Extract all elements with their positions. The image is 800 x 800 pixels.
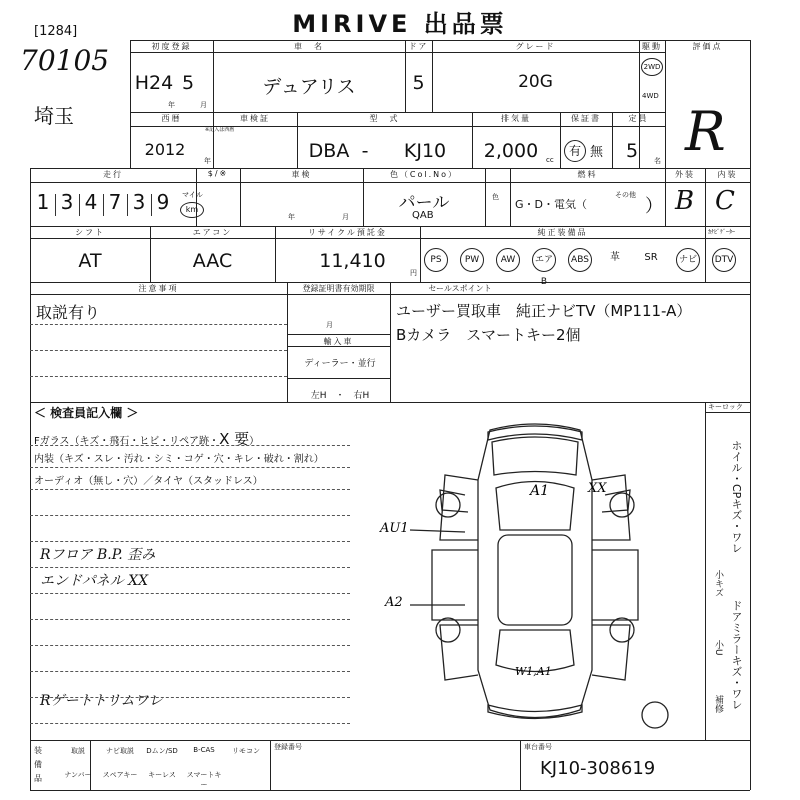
inspection-cert-sub: ※記入は西暦 <box>205 127 235 133</box>
shift-label: シフト <box>75 228 105 237</box>
shaken-year-label: 年 <box>288 213 295 221</box>
mileage-digit: 4 <box>84 190 98 214</box>
exterior-label: 外装 <box>675 170 695 179</box>
mileage-digit: 9 <box>156 190 170 214</box>
interior-value: C <box>715 186 735 216</box>
type-prefix: DBA <box>308 140 350 162</box>
displacement-label: 排気量 <box>501 114 531 123</box>
shift-value: AT <box>78 250 102 272</box>
aircon-value: AAC <box>192 250 233 272</box>
warranty-yes: 有 <box>564 140 586 162</box>
diagram-label-a1: A1 <box>530 483 550 499</box>
footer-item: 取説 <box>71 747 85 755</box>
first-reg-label: 初度登録 <box>151 42 192 51</box>
car-name-value: デュアリス <box>262 76 356 98</box>
equipment-list <box>424 248 750 287</box>
inspector-line1-end: ） <box>249 436 260 447</box>
equipment-item: PW <box>460 248 484 272</box>
color-side-label: 色 <box>492 193 499 201</box>
year-label: 西暦 <box>161 114 182 123</box>
fuel-label: 燃料 <box>577 170 598 179</box>
capacity-label: 定員 <box>628 114 649 123</box>
mileage-digit: 3 <box>60 190 74 214</box>
warranty-label: 保証書 <box>571 114 601 123</box>
nav-label: ｶﾅﾋﾞｹﾞｰﾀｰ <box>708 229 736 236</box>
diagram-label-au1: AU1 <box>380 521 409 536</box>
drive-label: 駆動 <box>642 42 662 51</box>
doors-value: 5 <box>412 72 425 94</box>
footer-item: B-CAS <box>193 746 215 754</box>
side-small-1: 小キズ <box>713 570 723 597</box>
fuel-close: ） <box>645 196 663 217</box>
car-diagram <box>370 420 700 735</box>
year-value: 2012 <box>144 140 186 159</box>
equipment-item: ナビ <box>676 248 700 272</box>
inspection-cert-label: 車検証 <box>240 114 270 123</box>
capacity-value: 5 <box>625 140 639 162</box>
fuel-value: G・D・電気（ <box>515 198 587 211</box>
grade-value: 20G <box>518 72 553 92</box>
shaken-month-label: 月 <box>342 213 349 221</box>
recycle-value: 11,410 <box>319 250 386 272</box>
equipment-item: ABS <box>568 248 592 272</box>
footer-label: 装備品 <box>34 746 42 783</box>
cc-label: cc <box>546 156 554 164</box>
notes-value: 取説有り <box>36 303 101 322</box>
type-label: 型 式 <box>369 114 400 123</box>
dealer-parallel: ディーラー・並行 <box>304 359 376 369</box>
exterior-value: B <box>675 186 695 216</box>
footer-item: ナンバー <box>64 771 92 779</box>
fuel-other: その他 <box>615 191 636 199</box>
aircon-label: エアコン <box>192 228 233 237</box>
mileage-digit: 1 <box>36 190 50 214</box>
equipment-item: DTV <box>712 248 736 272</box>
footer-item: スマートキー <box>186 771 222 789</box>
inspector-line1-text: Fガラス（キズ・飛石・ヒビ・リペア跡・ <box>34 436 220 447</box>
lot-number: 70105 <box>20 44 110 77</box>
sales-point-line2: Bカメラ スマートキー2個 <box>396 326 581 344</box>
lot-id: [1284] <box>34 24 78 39</box>
ym-year-label: 年 <box>168 101 175 109</box>
type-code: KJ10 <box>403 140 447 162</box>
mile-label: マイル <box>182 191 203 199</box>
side-small-3: 補修 <box>713 695 723 713</box>
sales-point-line1: ユーザー買取車 純正ナビTV（MP111-A） <box>396 302 692 320</box>
footer-item: Dムン/SD <box>146 747 178 755</box>
footer-item: スペアキー <box>102 771 138 779</box>
notes-label: 注意事項 <box>138 284 179 293</box>
diagram-label-xx: XX <box>588 481 607 496</box>
sales-point-label: セールスポイント <box>428 284 492 293</box>
first-reg-era: H24 <box>134 72 174 94</box>
km-unit: km <box>180 202 204 218</box>
import-label: 輸入車 <box>323 337 354 346</box>
equipment-item: 革 <box>610 252 620 263</box>
equipment-item: SR <box>644 252 658 263</box>
mileage-digits <box>32 190 182 220</box>
key-lock-label: キーロック <box>708 403 743 411</box>
mileage-digit: 3 <box>132 190 146 214</box>
odo-note-label: $/※ <box>207 169 229 178</box>
handwritten-2: エンドパネル XX <box>40 573 149 589</box>
diagram-label-a2: A2 <box>385 595 403 610</box>
genuine-equipment-label: 純正装備品 <box>537 228 588 237</box>
handwritten-1: Rフロア B.P. 歪み <box>40 547 156 563</box>
footer-item: キーレス <box>148 771 176 779</box>
drive-2wd: 2WD <box>641 58 663 76</box>
displacement-value: 2,000 <box>483 140 539 162</box>
inspector-line2: 内装（キズ・スレ・汚れ・シミ・コゲ・穴・キレ・破れ・割れ） <box>34 454 324 465</box>
equipment-item: PS <box>424 248 448 272</box>
side-small-2: 小U <box>713 640 723 656</box>
drive-4wd: 4WD <box>642 92 659 100</box>
color-value: パール <box>398 193 450 213</box>
recycle-label: リサイクル預託金 <box>308 228 387 237</box>
inspector-line3: オーディオ（無し・穴）／タイヤ（スタッドレス） <box>34 476 263 487</box>
warranty-no: 無 <box>590 145 604 160</box>
region: 埼玉 <box>34 104 74 128</box>
doors-label: ドア <box>408 42 429 51</box>
inspector-line1-mark: X 要 <box>219 430 250 448</box>
equipment-item: AW <box>496 248 520 272</box>
mileage-digit: 7 <box>108 190 122 214</box>
ym-month-label: 月 <box>200 101 207 109</box>
inspector-title: ＜ 検査員記入欄 ＞ <box>34 406 139 420</box>
equipment-item: エアB <box>532 248 556 272</box>
capacity-unit: 名 <box>654 157 661 165</box>
car-name-label: 車 名 <box>294 42 324 51</box>
handle-side: 左H ・ 右H <box>310 391 370 401</box>
handwritten-3: Rゲートトリムワレ <box>40 693 163 709</box>
color-code: QAB <box>412 210 434 221</box>
rating-value: R <box>685 100 726 163</box>
chassis-number: KJ10-308619 <box>540 758 656 779</box>
grade-label: グレード <box>515 42 556 51</box>
mileage-label: 走行 <box>103 170 123 179</box>
type-dash: - <box>361 140 369 162</box>
side-text-2: ドアミラーキズ・ワレ <box>730 600 743 710</box>
color-label: 色（Col.No） <box>389 170 459 179</box>
year-small-label: 年 <box>204 157 211 165</box>
diagram-label-rear: W1,A1 <box>515 665 552 678</box>
side-text-1: ホイル・CPキズ・ワレ <box>730 440 743 554</box>
footer-item: ナビ取説 <box>106 747 134 755</box>
yen-label: 円 <box>410 269 417 277</box>
month-label: 月 <box>326 321 333 329</box>
first-reg-month: 5 <box>181 72 195 94</box>
footer-items <box>58 742 270 788</box>
form-title: MIRIVE 出品票 <box>292 10 508 38</box>
chassis-label: 車台番号 <box>524 743 552 751</box>
reg-expiry-label: 登録証明書有効期限 <box>302 284 375 293</box>
interior-label: 内装 <box>717 170 738 179</box>
owner-label: 登録番号 <box>274 743 302 751</box>
shaken-label: 車検 <box>291 170 312 179</box>
footer-item: リモコン <box>232 747 260 755</box>
rating-label: 評価点 <box>692 42 723 51</box>
